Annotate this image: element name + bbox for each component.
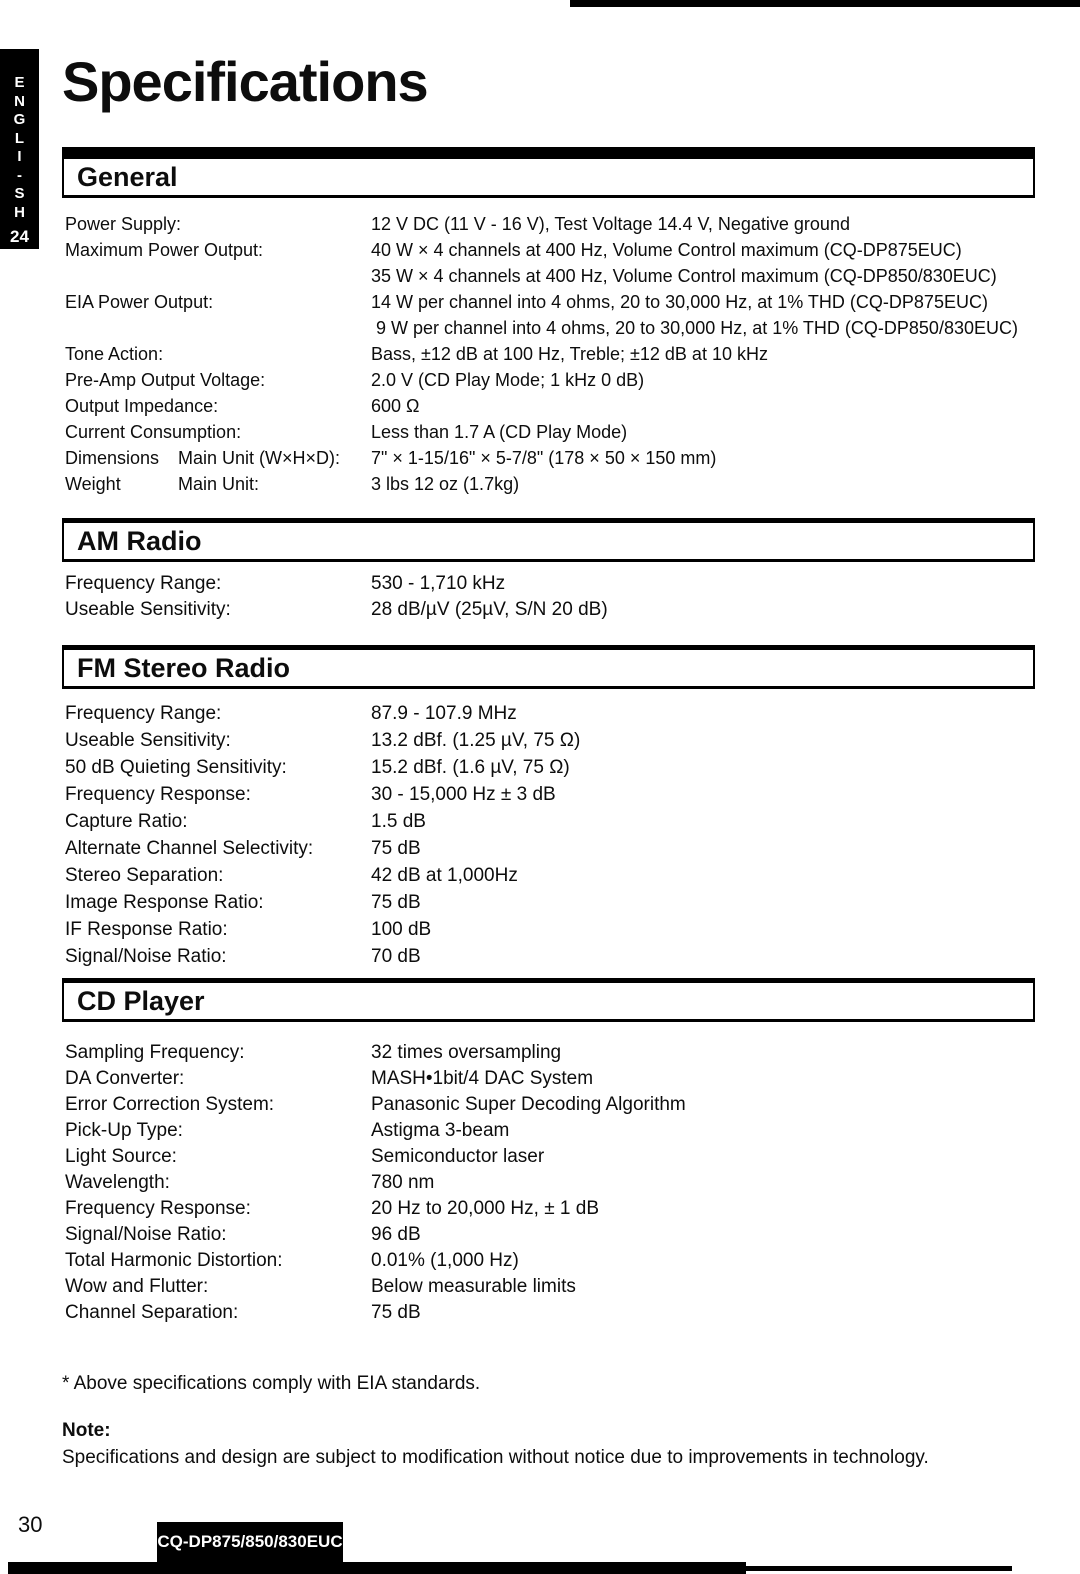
spec-label: Useable Sensitivity: (65, 730, 231, 751)
section-title: CD Player (77, 985, 205, 1016)
spec-value: 75 dB (371, 838, 421, 859)
spec-value: 30 - 15,000 Hz ± 3 dB (371, 784, 556, 805)
spec-value: 12 V DC (11 V - 16 V), Test Voltage 14.4 V, Negative ground (371, 214, 850, 234)
spec-label: Power Supply: (65, 214, 182, 234)
spec-value: 42 dB at 1,000Hz (371, 865, 518, 886)
spec-label: Channel Separation: (65, 1302, 239, 1323)
tab-letter: L (14, 129, 25, 147)
spec-label: Frequency Range: (65, 573, 222, 594)
spec-label: Signal/Noise Ratio: (65, 946, 227, 967)
spec-row (65, 1144, 1035, 1170)
spec-row (65, 700, 1035, 727)
spec-row (65, 289, 1035, 341)
spec-value: 600 Ω (371, 396, 420, 416)
spec-value: 20 Hz to 20,000 Hz, ± 1 dB (371, 1198, 599, 1219)
spec-value: 14 W per channel into 4 ohms, 20 to 30,000 Hz, at 1% THD (CQ-DP875EUC) 9 W per channel into 4 ohms, 20 to 30,000 Hz, at 1% THD (CQ-DP850/830EUC) (371, 292, 1018, 338)
spec-row (65, 1300, 1035, 1326)
spec-value: MASH•1bit/4 DAC System (371, 1068, 594, 1089)
spec-value: 530 - 1,710 kHz (371, 573, 506, 594)
spec-label: Tone Action: (65, 344, 164, 364)
spec-value: 780 nm (371, 1172, 435, 1193)
spec-label: Image Response Ratio: (65, 892, 264, 913)
spec-value: Less than 1.7 A (CD Play Mode) (371, 422, 628, 442)
spec-label: Error Correction System: (65, 1094, 275, 1115)
spec-value: Astigma 3-beam (371, 1120, 510, 1141)
spec-row (65, 1118, 1035, 1144)
section-header-general (62, 154, 1035, 198)
spec-row (65, 471, 1035, 497)
spec-value: 28 dB/µV (25µV, S/N 20 dB) (371, 599, 608, 620)
page-title: Specifications (62, 50, 428, 113)
spec-label: Light Source: (65, 1146, 177, 1167)
language-tab-letters (0, 74, 39, 222)
spec-value: 13.2 dBf. (1.25 µV, 75 Ω) (371, 730, 581, 751)
tab-letter: - (17, 166, 22, 184)
spec-row (65, 367, 1035, 393)
spec-label: 50 dB Quieting Sensitivity: (65, 757, 287, 778)
language-tab (0, 49, 39, 249)
language-tab-page-number: 24 (10, 227, 29, 246)
bottom-edge-bar-thin (746, 1566, 1012, 1571)
spec-value: Panasonic Super Decoding Algorithm (371, 1094, 686, 1115)
eia-footnote: * Above specifications comply with EIA standards. (62, 1373, 481, 1394)
spec-label: Frequency Response: (65, 784, 251, 805)
bottom-edge-bar (8, 1562, 746, 1574)
spec-label: Sampling Frequency: (65, 1042, 245, 1063)
spec-label: Capture Ratio: (65, 811, 188, 832)
spec-label: Signal/Noise Ratio: (65, 1224, 227, 1245)
spec-label: Useable Sensitivity: (65, 599, 231, 620)
section-header-am-radio (62, 518, 1035, 562)
spec-label: Total Harmonic Distortion: (65, 1250, 283, 1271)
section-title: FM Stereo Radio (77, 652, 291, 683)
spec-label: Frequency Response: (65, 1198, 251, 1219)
spec-value: 32 times oversampling (371, 1042, 562, 1063)
note-label: Note: (62, 1420, 111, 1441)
spec-value: 100 dB (371, 919, 432, 940)
spec-row (65, 754, 1035, 781)
spec-row (65, 1222, 1035, 1248)
spec-label: Dimensions Main Unit (W×H×D): (65, 445, 371, 471)
spec-row (65, 597, 1035, 623)
spec-row (65, 1092, 1035, 1118)
spec-label: Frequency Range: (65, 703, 222, 724)
section-header-fm-stereo-radio (62, 645, 1035, 689)
spec-row (65, 781, 1035, 808)
spec-sublabel: Main Unit (W×H×D): (178, 448, 341, 468)
page-content (62, 50, 1035, 1471)
spec-row (65, 419, 1035, 445)
spec-row (65, 237, 1035, 289)
top-edge-bar (570, 0, 1080, 7)
page-number: 30 (18, 1512, 43, 1537)
spec-sublabel: Main Unit: (178, 474, 260, 494)
spec-row (65, 211, 1035, 237)
spec-label: Pick-Up Type: (65, 1120, 183, 1141)
tab-letter: S (14, 185, 25, 202)
spec-value: 15.2 dBf. (1.6 µV, 75 Ω) (371, 757, 570, 778)
spec-row (65, 1066, 1035, 1092)
spec-value: 70 dB (371, 946, 421, 967)
spec-row (65, 445, 1035, 471)
spec-table-fm-stereo-radio (65, 700, 1035, 970)
spec-label: Maximum Power Output: (65, 240, 264, 260)
spec-table-general (65, 211, 1035, 497)
note-body: Specifications and design are subject to modification without notice due to improvements in technology. (62, 1447, 929, 1468)
spec-value: 75 dB (371, 892, 421, 913)
tab-letter: G (13, 111, 26, 128)
title-rule (62, 147, 1035, 154)
spec-row (65, 571, 1035, 597)
spec-value: 87.9 - 107.9 MHz (371, 703, 517, 724)
spec-row (65, 808, 1035, 835)
spec-value: 2.0 V (CD Play Mode; 1 kHz 0 dB) (371, 370, 645, 390)
spec-label: Current Consumption: (65, 422, 242, 442)
spec-label: Wavelength: (65, 1172, 170, 1193)
spec-value: Below measurable limits (371, 1276, 576, 1297)
spec-value: 0.01% (1,000 Hz) (371, 1250, 519, 1271)
spec-row (65, 1170, 1035, 1196)
tab-letter: E (14, 74, 25, 91)
spec-label: DA Converter: (65, 1068, 185, 1089)
spec-value: Semiconductor laser (371, 1146, 545, 1167)
spec-row (65, 1274, 1035, 1300)
spec-row (65, 889, 1035, 916)
spec-label: EIA Power Output: (65, 292, 214, 312)
spec-value: 1.5 dB (371, 811, 426, 832)
spec-value: 96 dB (371, 1224, 421, 1245)
spec-row (65, 1040, 1035, 1066)
spec-row (65, 943, 1035, 970)
spec-label: Wow and Flutter: (65, 1276, 209, 1297)
spec-value: 7" × 1-15/16" × 5-7/8" (178 × 50 × 150 mm) (371, 448, 717, 468)
spec-row (65, 727, 1035, 754)
section-title: General (77, 161, 178, 192)
spec-row (65, 341, 1035, 367)
model-badge: CQ-DP875/850/830EUC (157, 1522, 343, 1562)
spec-row (65, 862, 1035, 889)
spec-row (65, 916, 1035, 943)
tab-letter: I (17, 148, 22, 165)
spec-label: Pre-Amp Output Voltage: (65, 370, 266, 390)
section-title: AM Radio (77, 525, 202, 556)
spec-row (65, 1248, 1035, 1274)
spec-table-am-radio (65, 571, 1035, 623)
spec-label: Weight Main Unit: (65, 471, 371, 497)
spec-value: 40 W × 4 channels at 400 Hz, Volume Control maximum (CQ-DP875EUC) 35 W × 4 channels at 400 Hz, Volume Control maximum (CQ-DP850/830EUC) (371, 240, 997, 286)
spec-value: 75 dB (371, 1302, 421, 1323)
spec-label: Alternate Channel Selectivity: (65, 838, 314, 859)
tab-letter: H (14, 203, 25, 221)
spec-label: IF Response Ratio: (65, 919, 228, 940)
tab-letter: N (14, 92, 25, 110)
spec-label: Stereo Separation: (65, 865, 224, 886)
spec-table-cd-player (65, 1040, 1035, 1326)
spec-row (65, 393, 1035, 419)
spec-value: Bass, ±12 dB at 100 Hz, Treble; ±12 dB at 10 kHz (371, 344, 768, 364)
spec-label: Output Impedance: (65, 396, 219, 416)
section-header-cd-player (62, 978, 1035, 1022)
spec-value: 3 lbs 12 oz (1.7kg) (371, 474, 520, 494)
spec-row (65, 835, 1035, 862)
spec-row (65, 1196, 1035, 1222)
